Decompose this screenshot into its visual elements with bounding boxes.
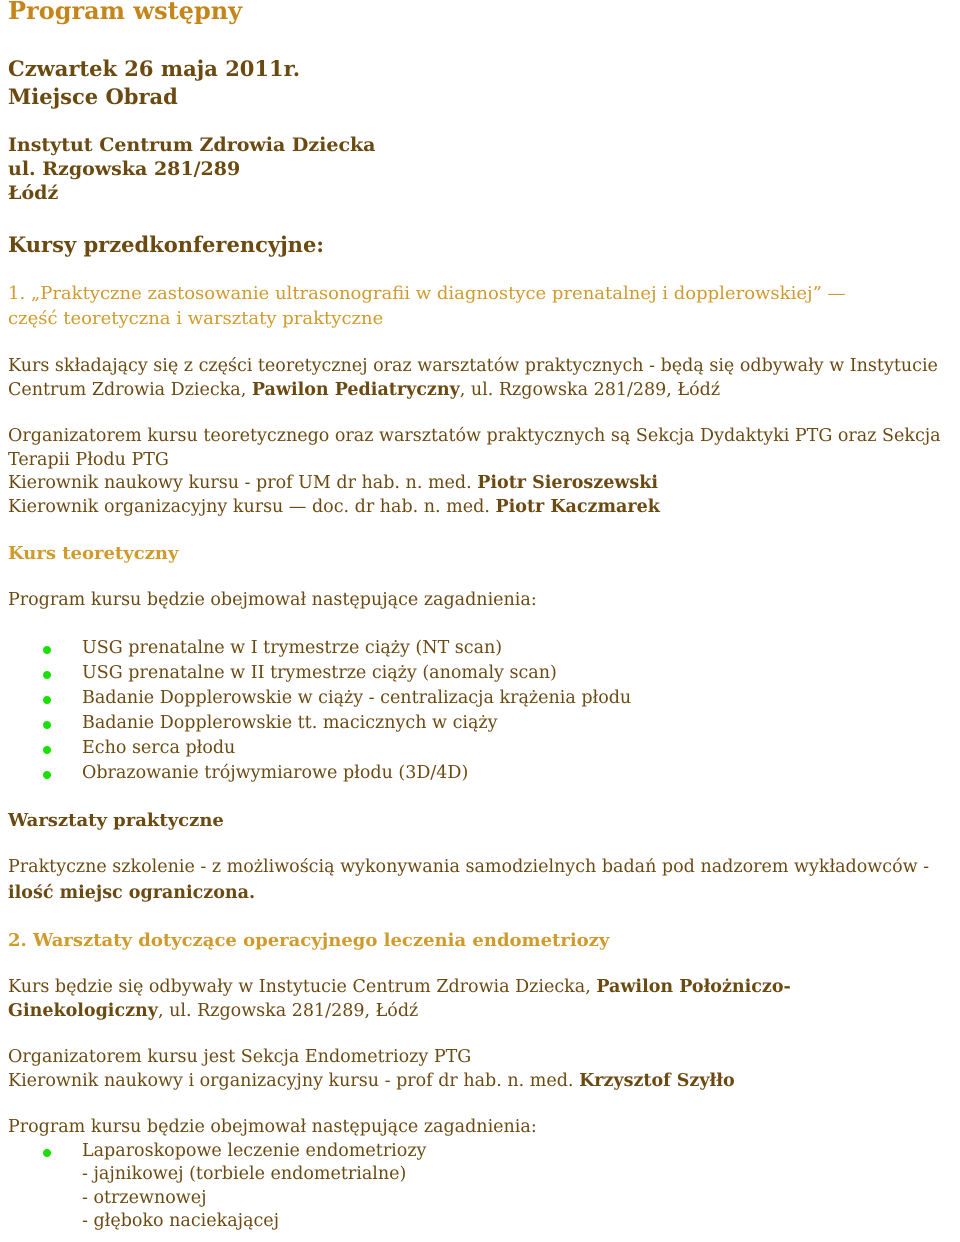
course1-title-line-1: 1. „Praktyczne zastosowanie ultrasonografii w diagnostyce prenatalnej i dopplerowskiej” — (8, 283, 846, 304)
venue-line-3: Łódź (8, 182, 59, 204)
theory-heading: Kurs teoretyczny (8, 543, 179, 564)
list-item: Laparoskopowe leczenie endometriozy (82, 1141, 427, 1161)
course1-description-line-2: Centrum Zdrowia Dziecka, Pawilon Pediatryczny, ul. Rzgowska 281/289, Łódź (8, 380, 721, 400)
bullet-icon (43, 1149, 51, 1157)
venue-line-2: ul. Rzgowska 281/289 (8, 158, 241, 180)
venue-line-1: Instytut Centrum Zdrowia Dziecka (8, 134, 376, 156)
list-item: Echo serca płodu (82, 738, 236, 758)
organizational-lead-name: Piotr Kaczmarek (495, 497, 660, 517)
course2-program-intro: Program kursu będzie obejmował następujące zagadnienia: (8, 1117, 537, 1137)
bullet-icon (43, 771, 51, 779)
page-title: Program wstępny (8, 0, 243, 25)
sub-list-item: - głęboko naciekającej (82, 1211, 280, 1231)
bullet-icon (43, 646, 51, 654)
course2-description-line-2: Ginekologiczny, ul. Rzgowska 281/289, Łódź (8, 1001, 419, 1021)
course1-program-intro: Program kursu będzie obejmował następujące zagadnienia: (8, 590, 537, 610)
courses-heading: Kursy przedkonferencyjne: (8, 232, 325, 257)
course2-lead-name: Krzysztof Szyłło (579, 1071, 735, 1091)
course1-organizer-line-2: Terapii Płodu PTG (8, 450, 169, 470)
workshop-heading: Warsztaty praktyczne (8, 810, 224, 831)
course1-title-line-2: część teoretyczna i warsztaty praktyczne (8, 308, 384, 329)
list-item: Badanie Dopplerowskie tt. macicznych w ciąży (82, 713, 498, 733)
pavilion-name: Pawilon Pediatryczny (251, 380, 460, 400)
list-item: USG prenatalne w I trymestrze ciąży (NT scan) (82, 638, 503, 658)
scientific-lead: Kierownik naukowy kursu - prof UM dr hab. n. med. Piotr Sieroszewski (8, 473, 659, 493)
list-item: Badanie Dopplerowskie w ciąży - centralizacja krążenia płodu (82, 688, 632, 708)
bullet-icon (43, 721, 51, 729)
course2-title: 2. Warsztaty dotyczące operacyjnego leczenia endometriozy (8, 930, 610, 951)
sub-list-item: - jajnikowej (torbiele endometrialne) (82, 1164, 407, 1184)
course2-organizer: Organizatorem kursu jest Sekcja Endometriozy PTG (8, 1047, 472, 1067)
organizational-lead: Kierownik organizacyjny kursu — doc. dr hab. n. med. Piotr Kaczmarek (8, 497, 660, 517)
venue-heading: Miejsce Obrad (8, 84, 178, 109)
course2-lead: Kierownik naukowy i organizacyjny kursu - prof dr hab. n. med. Krzysztof Szyłło (8, 1071, 735, 1091)
workshop-line-2: ilość miejsc ograniczona. (8, 883, 256, 903)
bullet-icon (43, 696, 51, 704)
bullet-icon (43, 671, 51, 679)
event-date: Czwartek 26 maja 2011r. (8, 56, 301, 81)
course1-description-line-1: Kurs składający się z części teoretycznej oraz warsztatów praktycznych - będą się odbywały w Instytucie (8, 356, 938, 376)
list-item: Obrazowanie trójwymiarowe płodu (3D/4D) (82, 763, 469, 783)
course2-description-line-1: Kurs będzie się odbywały w Instytucie Centrum Zdrowia Dziecka, Pawilon Położniczo- (8, 977, 791, 997)
list-item: USG prenatalne w II trymestrze ciąży (anomaly scan) (82, 663, 557, 683)
sub-list-item: - otrzewnowej (82, 1188, 207, 1208)
course1-organizer-line-1: Organizatorem kursu teoretycznego oraz warsztatów praktycznych są Sekcja Dydaktyki PTG oraz Sekcja (8, 426, 941, 446)
course2-pavilion-name: Pawilon Położniczo- (596, 977, 791, 997)
workshop-line-1: Praktyczne szkolenie - z możliwością wykonywania samodzielnych badań pod nadzorem wykładowców - (8, 857, 930, 877)
bullet-icon (43, 746, 51, 754)
scientific-lead-name: Piotr Sieroszewski (477, 473, 659, 493)
